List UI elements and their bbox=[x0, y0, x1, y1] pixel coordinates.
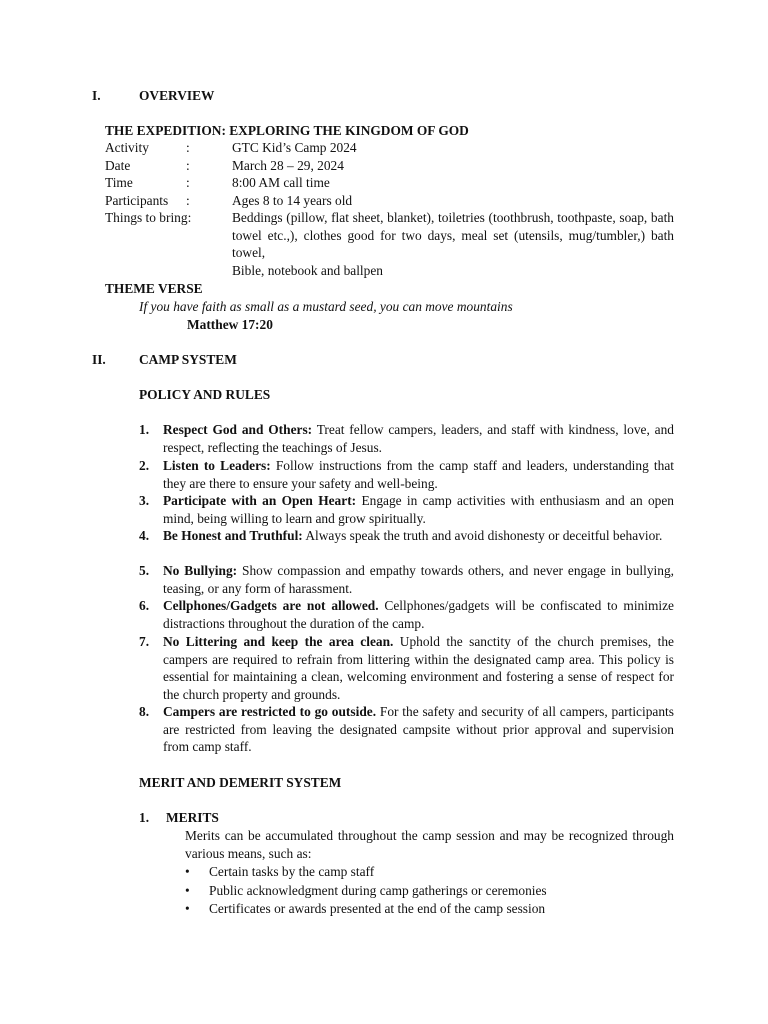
merit-demerit-heading: MERIT AND DEMERIT SYSTEM bbox=[139, 775, 342, 790]
rule-number: 4. bbox=[139, 528, 150, 543]
detail-colon: : bbox=[186, 158, 190, 173]
detail-row-participants bbox=[105, 192, 685, 210]
detail-value: GTC Kid’s Camp 2024 bbox=[232, 140, 357, 155]
theme-verse-heading: THEME VERSE bbox=[105, 281, 203, 296]
rule-text: Follow instructions from the camp staff and leaders, understanding that they are there to ensure your safety and well-being. bbox=[163, 458, 674, 491]
bullet-dot-icon: • bbox=[185, 901, 190, 916]
bring-line: Bible, notebook and ballpen bbox=[232, 262, 383, 278]
detail-colon: : bbox=[186, 193, 190, 208]
merit-bullet-item bbox=[185, 882, 675, 900]
rule-text: Cellphones/gadgets will be confiscated to minimize distractions throughout the duration of the camp. bbox=[163, 598, 674, 631]
rule-number: 7. bbox=[139, 634, 150, 649]
expedition-title: THE EXPEDITION: EXPLORING THE KINGDOM OF GOD bbox=[105, 123, 469, 138]
merit-bullet-item bbox=[185, 900, 675, 918]
section-numeral-2: II. bbox=[92, 352, 106, 367]
rule-title: Listen to Leaders: bbox=[163, 458, 271, 473]
bullet-dot-icon: • bbox=[185, 883, 190, 898]
merit-bullet-item bbox=[185, 863, 675, 881]
detail-value: March 28 – 29, 2024 bbox=[232, 158, 344, 173]
rule-text: Engage in camp activities with enthusiasm and an open mind, being willing to learn and grow spiritually. bbox=[163, 493, 675, 526]
rule-text: Uphold the sanctity of the church premises, the campers are required to refrain from littering within the designated camp area. This policy is essential for maintaining a clean, welcoming environment and fostering a sense of respect for the church property and grounds. bbox=[163, 634, 674, 702]
merits-intro: Merits can be accumulated throughout the camp session and may be recognized through various means, such as: bbox=[185, 828, 674, 861]
rule-number: 1. bbox=[139, 422, 150, 437]
things-to-bring-label: Things to bring: bbox=[105, 210, 192, 225]
bullet-dot-icon: • bbox=[185, 864, 190, 879]
rule-item bbox=[139, 527, 674, 545]
detail-row-activity bbox=[105, 139, 685, 157]
rule-title: Cellphones/Gadgets are not allowed. bbox=[163, 598, 379, 613]
rule-item bbox=[139, 633, 674, 703]
theme-verse-text: If you have faith as small as a mustard seed, you can move mountains bbox=[139, 299, 513, 314]
rule-item bbox=[139, 492, 674, 527]
rule-text: Show compassion and empathy towards others, and never engage in bullying, teasing, or any form of harassment. bbox=[163, 563, 674, 596]
detail-label: Participants bbox=[105, 193, 169, 208]
detail-value: 8:00 AM call time bbox=[232, 175, 330, 190]
rule-item bbox=[139, 562, 674, 597]
detail-colon: : bbox=[186, 175, 190, 190]
merits-heading: MERITS bbox=[166, 810, 219, 825]
merit-bullet-text: Certificates or awards presented at the end of the camp session bbox=[209, 901, 546, 916]
rule-item bbox=[139, 457, 674, 492]
rule-text: Treat fellow campers, leaders, and staff with kindness, love, and respect, reflecting the teachings of Jesus. bbox=[163, 422, 674, 455]
detail-row-time bbox=[105, 174, 685, 192]
section-numeral-1: I. bbox=[92, 88, 101, 103]
merit-bullet-text: Certain tasks by the camp staff bbox=[209, 864, 375, 879]
rule-item bbox=[139, 597, 674, 632]
detail-value: Ages 8 to 14 years old bbox=[232, 193, 353, 208]
rule-number: 2. bbox=[139, 458, 150, 473]
rule-title: Respect God and Others: bbox=[163, 422, 313, 437]
rule-title: Campers are restricted to go outside. bbox=[163, 704, 377, 719]
things-to-bring-list bbox=[232, 209, 674, 279]
section-heading-camp-system: CAMP SYSTEM bbox=[139, 352, 237, 367]
detail-row-date bbox=[105, 157, 685, 175]
rule-number: 5. bbox=[139, 563, 150, 578]
rule-title: No Littering and keep the area clean. bbox=[163, 634, 394, 649]
rule-item bbox=[139, 421, 674, 456]
rule-title: Be Honest and Truthful: bbox=[163, 528, 303, 543]
theme-verse-reference: Matthew 17:20 bbox=[187, 317, 273, 332]
detail-label: Time bbox=[105, 175, 133, 190]
merits-number: 1. bbox=[139, 810, 150, 825]
merit-bullet-text: Public acknowledgment during camp gatherings or ceremonies bbox=[209, 883, 547, 898]
rule-text: For the safety and security of all campers, participants are restricted from leaving the designated campsite without prior approval and supervision from camp staff. bbox=[163, 704, 674, 755]
detail-colon: : bbox=[186, 140, 190, 155]
rule-number: 6. bbox=[139, 598, 150, 613]
policy-rules-heading: POLICY AND RULES bbox=[139, 387, 271, 402]
rule-title: Participate with an Open Heart: bbox=[163, 493, 357, 508]
rule-number: 8. bbox=[139, 704, 150, 719]
rule-number: 3. bbox=[139, 493, 150, 508]
rule-item bbox=[139, 703, 674, 756]
bring-line: Beddings (pillow, flat sheet, blanket), toiletries (toothbrush, toothpaste, soap, bath towel etc.,), clothes good for two days, meal set (utensils, mug/tumbler,) bath towel, bbox=[232, 210, 674, 261]
rule-text: Always speak the truth and avoid dishonesty or deceitful behavior. bbox=[302, 528, 663, 543]
section-heading-overview: OVERVIEW bbox=[139, 88, 215, 103]
detail-label: Date bbox=[105, 158, 131, 173]
rule-title: No Bullying: bbox=[163, 563, 238, 578]
detail-label: Activity bbox=[105, 140, 149, 155]
